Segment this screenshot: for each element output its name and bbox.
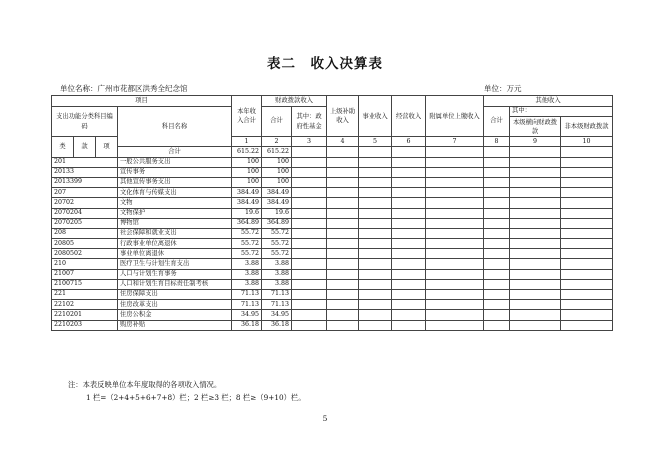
empty-cell xyxy=(510,239,561,249)
col-number: 5 xyxy=(359,137,392,147)
empty-cell xyxy=(359,249,392,259)
row-code: 20133 xyxy=(52,167,118,177)
empty-cell xyxy=(327,228,359,238)
header-kuan: 款 xyxy=(74,137,96,157)
empty-cell xyxy=(510,249,561,259)
empty-cell xyxy=(484,177,510,187)
header-project: 项目 xyxy=(52,96,232,107)
empty-cell xyxy=(426,188,484,198)
empty-cell xyxy=(327,167,359,177)
empty-cell xyxy=(292,157,327,167)
col-number: 1 xyxy=(232,137,262,147)
empty-cell xyxy=(359,167,392,177)
empty-cell xyxy=(561,249,613,259)
row-subject-name: 住房改革支出 xyxy=(118,300,232,310)
row-code: 208 xyxy=(52,228,118,238)
col-number: 6 xyxy=(392,137,426,147)
empty-cell xyxy=(510,279,561,289)
empty-cell xyxy=(561,279,613,289)
row-code: 2210201 xyxy=(52,310,118,320)
row-fiscal-total: 3.88 xyxy=(262,279,292,289)
table-row xyxy=(52,300,613,310)
empty-cell xyxy=(484,157,510,167)
empty-cell xyxy=(426,167,484,177)
empty-cell xyxy=(359,198,392,208)
empty-cell xyxy=(561,167,613,177)
header-other-horizontal: 本级横向财政拨款 xyxy=(510,117,561,137)
page-number: 5 xyxy=(322,414,328,423)
col-number: 10 xyxy=(561,137,613,147)
table-row xyxy=(52,310,613,320)
row-fiscal-total: 100 xyxy=(262,177,292,187)
row-fiscal-total: 55.72 xyxy=(262,239,292,249)
row-code: 20702 xyxy=(52,198,118,208)
row-total-income: 384.49 xyxy=(232,198,262,208)
header-fiscal-fund: 其中：政府性基金 xyxy=(292,107,327,137)
header-subordinate: 附属单位上缴收入 xyxy=(426,96,484,137)
row-subject-name: 文化体育与传媒支出 xyxy=(118,188,232,198)
row-fiscal-total: 100 xyxy=(262,167,292,177)
row-fiscal-total: 364.89 xyxy=(262,218,292,228)
row-fiscal-total: 71.13 xyxy=(262,300,292,310)
empty-cell xyxy=(359,218,392,228)
col-number: 7 xyxy=(426,137,484,147)
income-statement-table xyxy=(51,95,613,331)
row-fiscal-total: 384.49 xyxy=(262,188,292,198)
col-number: 4 xyxy=(327,137,359,147)
empty-cell xyxy=(327,208,359,218)
table-row xyxy=(52,198,613,208)
table-row xyxy=(52,269,613,279)
header-superior: 上级补助收入 xyxy=(327,96,359,137)
header-lei: 类 xyxy=(52,137,74,157)
empty-cell xyxy=(359,269,392,279)
row-fiscal-total: 3.88 xyxy=(262,269,292,279)
empty-cell xyxy=(392,269,426,279)
unit-money: 单位：万元 xyxy=(484,84,522,93)
empty-cell xyxy=(292,228,327,238)
empty-cell xyxy=(359,208,392,218)
empty-cell xyxy=(484,198,510,208)
empty-cell xyxy=(510,208,561,218)
empty-cell xyxy=(327,239,359,249)
empty-cell xyxy=(327,300,359,310)
empty-cell xyxy=(484,269,510,279)
table-row xyxy=(52,157,613,167)
empty-cell xyxy=(561,218,613,228)
empty-cell xyxy=(292,239,327,249)
table-note: 注：本表反映单位本年度取得的各项收入情况。 xyxy=(68,380,222,389)
row-subject-name: 文物 xyxy=(118,198,232,208)
row-subject-name: 人口和计划生育目标责任制考核 xyxy=(118,279,232,289)
empty-cell xyxy=(392,167,426,177)
empty-cell xyxy=(327,259,359,269)
table-row xyxy=(52,228,613,238)
empty-cell xyxy=(327,198,359,208)
header-subject-name: 科目名称 xyxy=(118,107,232,147)
empty-cell xyxy=(327,310,359,320)
row-fiscal-total: 71.13 xyxy=(262,290,292,300)
row-total-income: 71.13 xyxy=(232,290,262,300)
row-subject-name: 购房补贴 xyxy=(118,320,232,330)
empty-cell xyxy=(392,208,426,218)
empty-cell xyxy=(426,269,484,279)
empty-cell xyxy=(359,310,392,320)
row-total-income: 3.88 xyxy=(232,279,262,289)
row-total-income: 364.89 xyxy=(232,218,262,228)
empty-cell xyxy=(510,228,561,238)
col-number: 3 xyxy=(292,137,327,147)
empty-cell xyxy=(426,198,484,208)
empty-cell xyxy=(426,218,484,228)
row-total-income: 55.72 xyxy=(232,239,262,249)
col-number: 8 xyxy=(484,137,510,147)
row-subject-name: 人口与计划生育事务 xyxy=(118,269,232,279)
empty-cell xyxy=(426,300,484,310)
header-business: 事业收入 xyxy=(359,96,392,137)
row-fiscal-total: 55.72 xyxy=(262,228,292,238)
row-subject-name: 博物馆 xyxy=(118,218,232,228)
empty-cell xyxy=(392,188,426,198)
empty-cell xyxy=(359,259,392,269)
empty-cell xyxy=(484,300,510,310)
row-total-income: 384.49 xyxy=(232,188,262,198)
empty-cell xyxy=(561,300,613,310)
row-subject-name: 住房公积金 xyxy=(118,310,232,320)
header-total-income: 本年收入合计 xyxy=(232,96,262,137)
row-code: 2080502 xyxy=(52,249,118,259)
column-formula: 1 栏=（2+4+5+6+7+8）栏；2 栏≥3 栏；8 栏≥（9+10）栏。 xyxy=(86,393,306,402)
total-income-value: 615.22 xyxy=(232,147,262,157)
empty-cell xyxy=(426,208,484,218)
empty-cell xyxy=(392,290,426,300)
empty-cell xyxy=(292,249,327,259)
row-total-income: 55.72 xyxy=(232,249,262,259)
row-fiscal-total: 3.88 xyxy=(262,259,292,269)
table-header xyxy=(52,96,613,158)
empty-cell xyxy=(359,228,392,238)
table-row xyxy=(52,259,613,269)
empty-cell xyxy=(510,320,561,330)
row-fiscal-total: 100 xyxy=(262,157,292,167)
empty-cell xyxy=(561,198,613,208)
header-other-among: 其中： xyxy=(510,107,613,117)
empty-cell xyxy=(510,167,561,177)
empty-cell xyxy=(426,157,484,167)
header-other-total: 合计 xyxy=(484,107,510,137)
empty-cell xyxy=(292,198,327,208)
empty-cell xyxy=(510,300,561,310)
row-total-income: 100 xyxy=(232,157,262,167)
empty-cell xyxy=(426,177,484,187)
row-total-income: 34.95 xyxy=(232,310,262,320)
empty-cell xyxy=(426,259,484,269)
empty-cell xyxy=(561,157,613,167)
empty-cell xyxy=(292,320,327,330)
empty-cell xyxy=(510,269,561,279)
empty-cell xyxy=(327,249,359,259)
empty-cell xyxy=(392,198,426,208)
empty-cell xyxy=(327,177,359,187)
empty-cell xyxy=(392,310,426,320)
table-row xyxy=(52,239,613,249)
empty-cell xyxy=(426,228,484,238)
empty-cell xyxy=(292,269,327,279)
empty-cell xyxy=(292,310,327,320)
empty-cell xyxy=(561,188,613,198)
empty-cell xyxy=(392,218,426,228)
empty-cell xyxy=(292,167,327,177)
empty-cell xyxy=(327,279,359,289)
unit-name: 单位名称：广州市花都区洪秀全纪念馆 xyxy=(60,84,188,93)
empty-cell xyxy=(292,188,327,198)
empty-cell xyxy=(359,320,392,330)
row-total-income: 100 xyxy=(232,167,262,177)
row-subject-name: 医疗卫生与计划生育支出 xyxy=(118,259,232,269)
empty-cell xyxy=(561,208,613,218)
total-fiscal-value: 615.22 xyxy=(262,147,292,157)
empty-cell xyxy=(484,239,510,249)
row-total-income: 71.13 xyxy=(232,300,262,310)
table-row xyxy=(52,177,613,187)
empty-cell xyxy=(510,198,561,208)
row-code: 2013399 xyxy=(52,177,118,187)
table-row xyxy=(52,320,613,330)
empty-cell xyxy=(292,208,327,218)
row-code: 20805 xyxy=(52,239,118,249)
empty-cell xyxy=(561,177,613,187)
empty-cell xyxy=(484,320,510,330)
header-other-nonfiscal: 非本级财政拨款 xyxy=(561,117,613,137)
table-row xyxy=(52,208,613,218)
empty-cell xyxy=(561,310,613,320)
header-operating: 经营收入 xyxy=(392,96,426,137)
empty-cell xyxy=(510,157,561,167)
empty-cell xyxy=(359,279,392,289)
empty-cell xyxy=(292,259,327,269)
table-title: 表二 收入决算表 xyxy=(267,56,383,72)
header-fiscal: 财政拨款收入 xyxy=(262,96,327,107)
row-code: 201 xyxy=(52,157,118,167)
row-subject-name: 一般公共服务支出 xyxy=(118,157,232,167)
total-row xyxy=(52,147,613,157)
empty-cell xyxy=(327,188,359,198)
row-subject-name: 事业单位离退休 xyxy=(118,249,232,259)
empty-cell xyxy=(327,157,359,167)
empty-cell xyxy=(484,218,510,228)
empty-cell xyxy=(484,259,510,269)
row-code: 2070204 xyxy=(52,208,118,218)
header-other: 其他收入 xyxy=(484,96,613,107)
row-total-income: 3.88 xyxy=(232,269,262,279)
empty-cell xyxy=(510,290,561,300)
empty-cell xyxy=(292,177,327,187)
row-subject-name: 宣传事务 xyxy=(118,167,232,177)
empty-cell xyxy=(327,218,359,228)
col-number: 9 xyxy=(510,137,561,147)
row-subject-name: 文物保护 xyxy=(118,208,232,218)
row-code: 21007 xyxy=(52,269,118,279)
row-fiscal-total: 384.49 xyxy=(262,198,292,208)
empty-cell xyxy=(392,259,426,269)
row-code: 2100715 xyxy=(52,279,118,289)
row-code: 221 xyxy=(52,290,118,300)
row-fiscal-total: 34.95 xyxy=(262,310,292,320)
row-code: 2070205 xyxy=(52,218,118,228)
table-row xyxy=(52,279,613,289)
empty-cell xyxy=(426,310,484,320)
table-row xyxy=(52,218,613,228)
empty-cell xyxy=(510,177,561,187)
empty-cell xyxy=(484,228,510,238)
empty-cell xyxy=(359,300,392,310)
row-total-income: 3.88 xyxy=(232,259,262,269)
empty-cell xyxy=(392,239,426,249)
row-subject-name: 行政事业单位离退休 xyxy=(118,239,232,249)
table-body xyxy=(52,157,613,330)
row-subject-name: 住房保障支出 xyxy=(118,290,232,300)
empty-cell xyxy=(359,188,392,198)
empty-cell xyxy=(392,249,426,259)
empty-cell xyxy=(292,218,327,228)
table-row xyxy=(52,188,613,198)
empty-cell xyxy=(392,177,426,187)
empty-cell xyxy=(510,218,561,228)
empty-cell xyxy=(561,290,613,300)
empty-cell xyxy=(426,290,484,300)
empty-cell xyxy=(359,157,392,167)
empty-cell xyxy=(327,320,359,330)
empty-cell xyxy=(359,290,392,300)
row-fiscal-total: 19.6 xyxy=(262,208,292,218)
empty-cell xyxy=(392,279,426,289)
table-row xyxy=(52,167,613,177)
empty-cell xyxy=(426,279,484,289)
empty-cell xyxy=(392,320,426,330)
empty-cell xyxy=(327,290,359,300)
empty-cell xyxy=(510,259,561,269)
row-code: 2210203 xyxy=(52,320,118,330)
row-code: 22102 xyxy=(52,300,118,310)
empty-cell xyxy=(484,208,510,218)
empty-cell xyxy=(327,269,359,279)
empty-cell xyxy=(510,310,561,320)
empty-cell xyxy=(359,177,392,187)
empty-cell xyxy=(292,290,327,300)
row-code: 207 xyxy=(52,188,118,198)
empty-cell xyxy=(561,269,613,279)
row-total-income: 55.72 xyxy=(232,228,262,238)
header-fiscal-total: 合计 xyxy=(262,107,292,137)
total-label: 合计 xyxy=(118,147,232,157)
empty-cell xyxy=(426,249,484,259)
row-code: 210 xyxy=(52,259,118,269)
col-number: 2 xyxy=(262,137,292,147)
row-fiscal-total: 36.18 xyxy=(262,320,292,330)
row-total-income: 36.18 xyxy=(232,320,262,330)
empty-cell xyxy=(392,157,426,167)
empty-cell xyxy=(484,167,510,177)
empty-cell xyxy=(484,249,510,259)
row-total-income: 19.6 xyxy=(232,208,262,218)
row-total-income: 100 xyxy=(232,177,262,187)
header-func-code: 支出功能分类科目编码 xyxy=(52,107,118,137)
header-xiang: 项 xyxy=(96,137,118,157)
table-row xyxy=(52,290,613,300)
empty-cell xyxy=(359,239,392,249)
empty-cell xyxy=(426,320,484,330)
empty-cell xyxy=(561,259,613,269)
row-fiscal-total: 55.72 xyxy=(262,249,292,259)
empty-cell xyxy=(484,279,510,289)
empty-cell xyxy=(392,228,426,238)
empty-cell xyxy=(510,188,561,198)
table-row xyxy=(52,249,613,259)
row-subject-name: 其他宣传事务支出 xyxy=(118,177,232,187)
empty-cell xyxy=(484,310,510,320)
empty-cell xyxy=(561,239,613,249)
empty-cell xyxy=(561,320,613,330)
empty-cell xyxy=(484,188,510,198)
empty-cell xyxy=(292,300,327,310)
empty-cell xyxy=(426,239,484,249)
empty-cell xyxy=(484,290,510,300)
empty-cell xyxy=(392,300,426,310)
empty-cell xyxy=(292,279,327,289)
row-subject-name: 社会保障和就业支出 xyxy=(118,228,232,238)
empty-cell xyxy=(561,228,613,238)
